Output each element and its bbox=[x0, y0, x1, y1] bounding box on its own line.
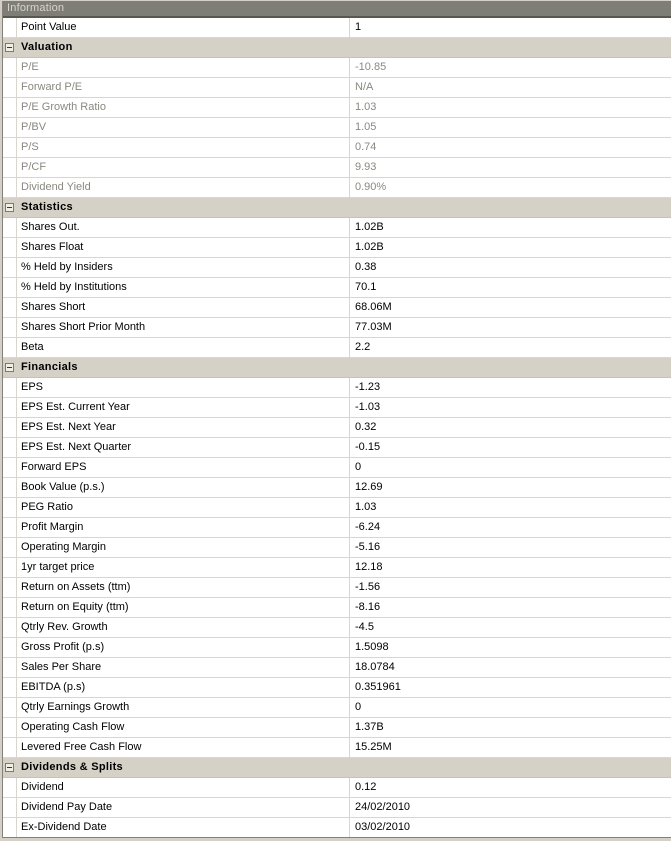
expand-column bbox=[3, 198, 17, 217]
row-value: 0 bbox=[355, 461, 362, 473]
collapse-minus-icon[interactable] bbox=[5, 763, 14, 772]
row-value: -8.16 bbox=[355, 601, 381, 613]
expand-column bbox=[3, 58, 17, 77]
row-value: 77.03M bbox=[355, 321, 392, 333]
collapse-minus-icon[interactable] bbox=[5, 43, 14, 52]
expand-column bbox=[3, 738, 17, 757]
row-label: Book Value (p.s.) bbox=[17, 478, 350, 497]
expand-column bbox=[3, 758, 17, 777]
row-value: -1.56 bbox=[355, 581, 381, 593]
table-row bbox=[3, 678, 671, 698]
row-label: Levered Free Cash Flow bbox=[17, 738, 350, 757]
table-row bbox=[3, 698, 671, 718]
row-value: 12.69 bbox=[355, 481, 383, 493]
row-value: 1.5098 bbox=[355, 641, 389, 653]
row-value: -0.15 bbox=[355, 441, 381, 453]
expand-column bbox=[3, 298, 17, 317]
row-value: -1.23 bbox=[355, 381, 381, 393]
row-label: PEG Ratio bbox=[17, 498, 350, 517]
row-value: -1.03 bbox=[355, 401, 381, 413]
expand-column bbox=[3, 478, 17, 497]
section-header-row[interactable] bbox=[3, 38, 671, 58]
table-row bbox=[3, 18, 671, 38]
row-label: Beta bbox=[17, 338, 350, 357]
table-row bbox=[3, 458, 671, 478]
expand-column bbox=[3, 358, 17, 377]
row-value: 24/02/2010 bbox=[355, 801, 411, 813]
table-row bbox=[3, 158, 671, 178]
expand-column bbox=[3, 498, 17, 517]
expand-column bbox=[3, 598, 17, 617]
table-row bbox=[3, 718, 671, 738]
table-row bbox=[3, 258, 671, 278]
row-value: 1.37B bbox=[355, 721, 384, 733]
row-label: Forward EPS bbox=[17, 458, 350, 477]
row-label: EPS bbox=[17, 378, 350, 397]
row-label: 1yr target price bbox=[17, 558, 350, 577]
collapse-minus-icon[interactable] bbox=[5, 203, 14, 212]
expand-column bbox=[3, 778, 17, 797]
expand-column bbox=[3, 218, 17, 237]
expand-column bbox=[3, 578, 17, 597]
table-row bbox=[3, 538, 671, 558]
row-label: P/S bbox=[17, 138, 350, 157]
expand-column bbox=[3, 338, 17, 357]
table-row bbox=[3, 178, 671, 198]
table-row bbox=[3, 118, 671, 138]
expand-column bbox=[3, 658, 17, 677]
table-row bbox=[3, 398, 671, 418]
row-value: 2.2 bbox=[355, 341, 371, 353]
row-label: Forward P/E bbox=[17, 78, 350, 97]
row-label: Point Value bbox=[17, 18, 350, 37]
table-row bbox=[3, 818, 671, 837]
panel-frame bbox=[2, 1, 671, 838]
row-label: Return on Equity (ttm) bbox=[17, 598, 350, 617]
row-value: -10.85 bbox=[355, 61, 387, 73]
row-value: -6.24 bbox=[355, 521, 381, 533]
row-value: 9.93 bbox=[355, 161, 377, 173]
expand-column bbox=[3, 638, 17, 657]
row-value: 0.74 bbox=[355, 141, 377, 153]
expand-column bbox=[3, 818, 17, 837]
table-row bbox=[3, 138, 671, 158]
row-value: 03/02/2010 bbox=[355, 821, 411, 833]
row-label: EPS Est. Next Year bbox=[17, 418, 350, 437]
table-row bbox=[3, 738, 671, 758]
row-label: P/CF bbox=[17, 158, 350, 177]
row-value: 0.12 bbox=[355, 781, 377, 793]
row-label: Return on Assets (ttm) bbox=[17, 578, 350, 597]
info-table bbox=[3, 18, 671, 837]
row-value: 1.02B bbox=[355, 241, 384, 253]
row-label: Qtrly Rev. Growth bbox=[17, 618, 350, 637]
row-label: % Held by Insiders bbox=[17, 258, 350, 277]
expand-column bbox=[3, 118, 17, 137]
expand-column bbox=[3, 558, 17, 577]
expand-column bbox=[3, 158, 17, 177]
row-label: Dividend Pay Date bbox=[17, 798, 350, 817]
row-value: 18.0784 bbox=[355, 661, 395, 673]
row-value: 15.25M bbox=[355, 741, 392, 753]
table-row bbox=[3, 638, 671, 658]
expand-column bbox=[3, 418, 17, 437]
table-row bbox=[3, 238, 671, 258]
row-value: 0.90% bbox=[355, 181, 387, 193]
row-label: EPS Est. Next Quarter bbox=[17, 438, 350, 457]
expand-column bbox=[3, 78, 17, 97]
expand-column bbox=[3, 458, 17, 477]
table-row bbox=[3, 578, 671, 598]
row-value: -5.16 bbox=[355, 541, 381, 553]
table-row bbox=[3, 798, 671, 818]
section-title: Dividends & Splits bbox=[21, 761, 123, 773]
row-label: P/E Growth Ratio bbox=[17, 98, 350, 117]
row-value: 1.02B bbox=[355, 221, 384, 233]
table-row bbox=[3, 598, 671, 618]
expand-column bbox=[3, 518, 17, 537]
row-label: Shares Short Prior Month bbox=[17, 318, 350, 337]
section-header-row[interactable] bbox=[3, 358, 671, 378]
expand-column bbox=[3, 318, 17, 337]
section-title: Valuation bbox=[21, 41, 73, 53]
row-label: Dividend bbox=[17, 778, 350, 797]
table-row bbox=[3, 98, 671, 118]
expand-column bbox=[3, 538, 17, 557]
row-label: P/BV bbox=[17, 118, 350, 137]
row-label: Operating Margin bbox=[17, 538, 350, 557]
row-value: 0 bbox=[355, 701, 362, 713]
table-row bbox=[3, 478, 671, 498]
row-label: Gross Profit (p.s) bbox=[17, 638, 350, 657]
table-row bbox=[3, 58, 671, 78]
row-label: % Held by Institutions bbox=[17, 278, 350, 297]
row-label: Dividend Yield bbox=[17, 178, 350, 197]
row-value: 1.03 bbox=[355, 501, 377, 513]
row-value: 0.32 bbox=[355, 421, 377, 433]
table-row bbox=[3, 618, 671, 638]
row-label: P/E bbox=[17, 58, 350, 77]
row-label: Operating Cash Flow bbox=[17, 718, 350, 737]
expand-column bbox=[3, 698, 17, 717]
expand-column bbox=[3, 38, 17, 57]
expand-column bbox=[3, 678, 17, 697]
table-row bbox=[3, 218, 671, 238]
row-value: 1 bbox=[355, 21, 362, 33]
expand-column bbox=[3, 378, 17, 397]
table-row bbox=[3, 378, 671, 398]
row-value: 70.1 bbox=[355, 281, 377, 293]
table-row bbox=[3, 78, 671, 98]
row-label: EPS Est. Current Year bbox=[17, 398, 350, 417]
expand-column bbox=[3, 178, 17, 197]
table-row bbox=[3, 438, 671, 458]
expand-column bbox=[3, 798, 17, 817]
table-row bbox=[3, 658, 671, 678]
row-value: N/A bbox=[355, 81, 374, 93]
expand-column bbox=[3, 98, 17, 117]
expand-column bbox=[3, 138, 17, 157]
table-row bbox=[3, 338, 671, 358]
expand-column bbox=[3, 618, 17, 637]
row-label: Shares Out. bbox=[17, 218, 350, 237]
row-value: -4.5 bbox=[355, 621, 374, 633]
table-row bbox=[3, 418, 671, 438]
row-label: EBITDA (p.s) bbox=[17, 678, 350, 697]
section-header-row[interactable] bbox=[3, 758, 671, 778]
row-label: Qtrly Earnings Growth bbox=[17, 698, 350, 717]
row-value: 1.05 bbox=[355, 121, 377, 133]
row-label: Shares Short bbox=[17, 298, 350, 317]
table-row bbox=[3, 778, 671, 798]
table-row bbox=[3, 558, 671, 578]
table-row bbox=[3, 298, 671, 318]
expand-column bbox=[3, 438, 17, 457]
row-label: Sales Per Share bbox=[17, 658, 350, 677]
row-value: 68.06M bbox=[355, 301, 392, 313]
expand-column bbox=[3, 718, 17, 737]
row-value: 1.03 bbox=[355, 101, 377, 113]
row-value: 0.351961 bbox=[355, 681, 401, 693]
table-row bbox=[3, 278, 671, 298]
section-header-row[interactable] bbox=[3, 198, 671, 218]
table-row bbox=[3, 518, 671, 538]
expand-column bbox=[3, 278, 17, 297]
table-row bbox=[3, 318, 671, 338]
row-value: 0.38 bbox=[355, 261, 377, 273]
row-label: Profit Margin bbox=[17, 518, 350, 537]
collapse-minus-icon[interactable] bbox=[5, 363, 14, 372]
expand-column bbox=[3, 18, 17, 37]
section-title: Statistics bbox=[21, 201, 73, 213]
section-title: Financials bbox=[21, 361, 78, 373]
expand-column bbox=[3, 258, 17, 277]
expand-column bbox=[3, 238, 17, 257]
panel-titlebar[interactable]: Information bbox=[3, 1, 671, 18]
row-label: Ex-Dividend Date bbox=[17, 818, 350, 837]
table-row bbox=[3, 498, 671, 518]
expand-column bbox=[3, 398, 17, 417]
row-value: 12.18 bbox=[355, 561, 383, 573]
row-label: Shares Float bbox=[17, 238, 350, 257]
